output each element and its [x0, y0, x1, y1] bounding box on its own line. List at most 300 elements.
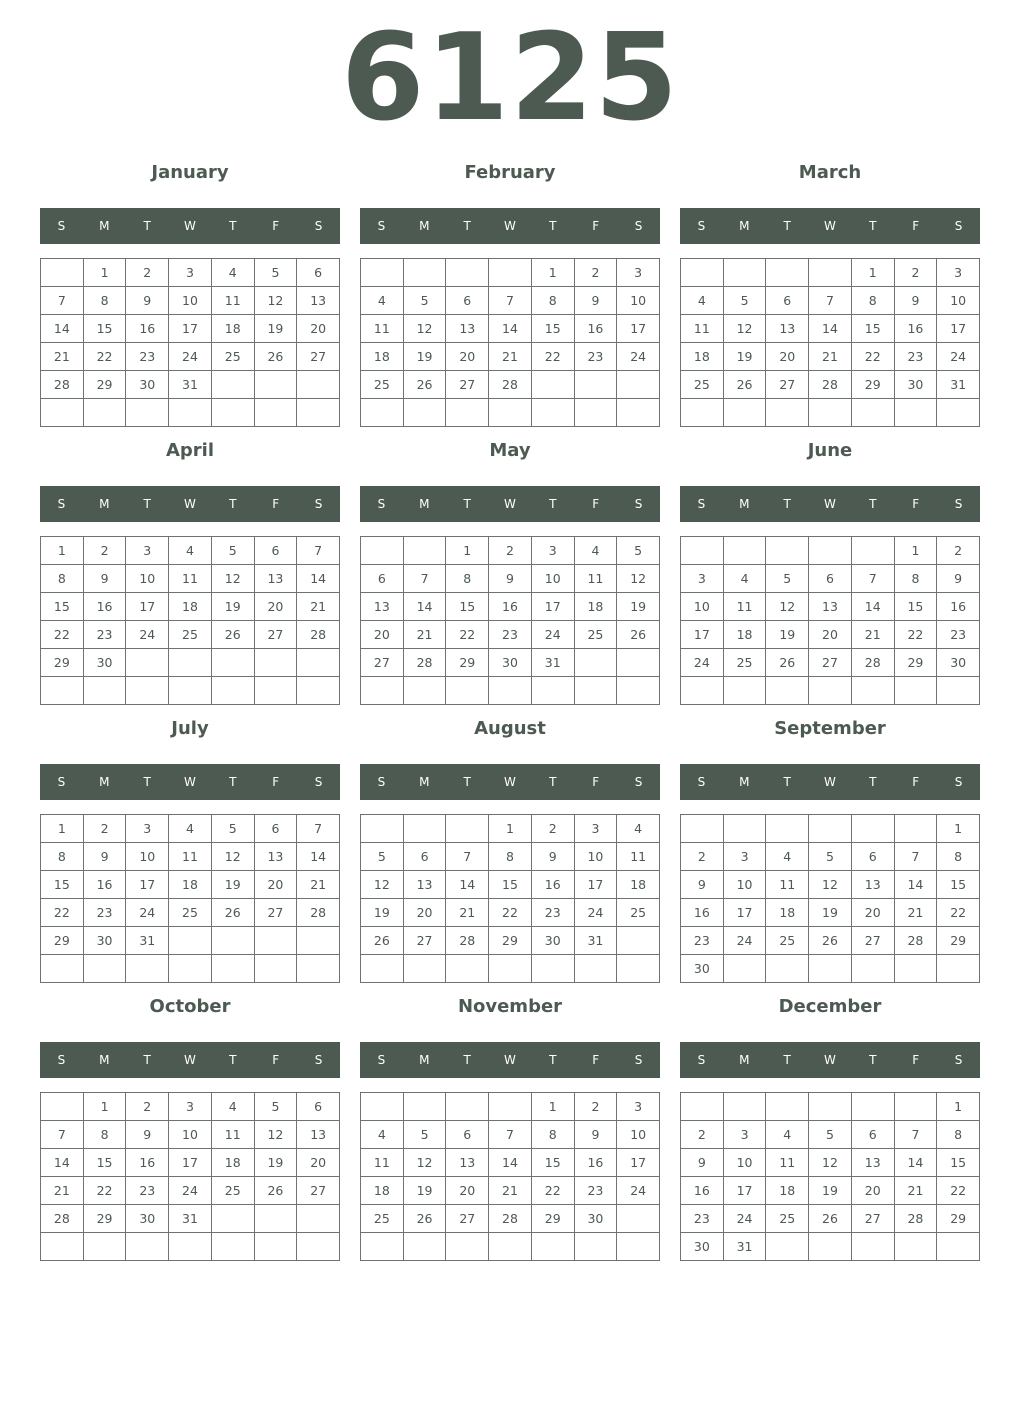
day-cell: 8	[532, 1121, 575, 1149]
day-cell: 20	[297, 315, 340, 343]
day-cell: 24	[617, 343, 660, 371]
day-cell: 7	[446, 843, 489, 871]
month-april	[40, 436, 340, 705]
day-cell: 19	[212, 593, 255, 621]
empty-cell	[255, 955, 298, 983]
weekday-label: F	[272, 219, 280, 233]
day-cell: 16	[575, 315, 618, 343]
day-cell: 28	[297, 621, 340, 649]
day-cell: 29	[84, 371, 127, 399]
day-cell: 14	[41, 1149, 84, 1177]
day-cell: 30	[84, 649, 127, 677]
day-cell: 18	[575, 593, 618, 621]
day-cell: 3	[532, 537, 575, 565]
empty-cell	[724, 815, 767, 843]
day-grid	[360, 536, 660, 705]
day-cell: 6	[255, 537, 298, 565]
day-cell: 6	[446, 1121, 489, 1149]
day-cell: 22	[895, 621, 938, 649]
day-cell: 30	[126, 1205, 169, 1233]
day-cell: 19	[212, 871, 255, 899]
day-cell: 15	[41, 593, 84, 621]
day-cell: 30	[895, 371, 938, 399]
day-cell: 11	[575, 565, 618, 593]
empty-cell	[681, 399, 724, 427]
weekday-label: T	[463, 219, 471, 233]
day-cell: 26	[809, 1205, 852, 1233]
day-cell: 19	[404, 1177, 447, 1205]
day-cell: 22	[84, 1177, 127, 1205]
day-cell: 24	[169, 343, 212, 371]
month-october	[40, 992, 340, 1261]
weekday-label: F	[912, 219, 920, 233]
weekday-label: T	[143, 497, 151, 511]
day-cell: 25	[361, 1205, 404, 1233]
weekday-label: T	[549, 497, 557, 511]
day-cell: 6	[361, 565, 404, 593]
empty-cell	[446, 815, 489, 843]
day-cell: 31	[169, 1205, 212, 1233]
weekday-header	[680, 764, 980, 800]
day-cell: 6	[852, 843, 895, 871]
day-cell: 5	[809, 1121, 852, 1149]
day-cell: 18	[766, 899, 809, 927]
day-cell: 28	[895, 1205, 938, 1233]
day-cell: 17	[617, 315, 660, 343]
empty-cell	[766, 537, 809, 565]
empty-cell	[617, 955, 660, 983]
day-cell: 15	[532, 315, 575, 343]
empty-cell	[212, 927, 255, 955]
day-cell: 17	[169, 315, 212, 343]
day-cell: 26	[212, 621, 255, 649]
weekday-header	[360, 208, 660, 244]
empty-cell	[724, 259, 767, 287]
day-cell: 2	[681, 1121, 724, 1149]
day-cell: 4	[361, 287, 404, 315]
day-cell: 7	[489, 287, 532, 315]
empty-cell	[126, 399, 169, 427]
day-cell: 10	[681, 593, 724, 621]
day-cell: 11	[681, 315, 724, 343]
day-cell: 24	[169, 1177, 212, 1205]
empty-cell	[41, 1093, 84, 1121]
day-cell: 23	[126, 343, 169, 371]
weekday-label: S	[954, 1053, 963, 1067]
day-cell: 1	[937, 1093, 980, 1121]
empty-cell	[489, 399, 532, 427]
month-may	[360, 436, 660, 705]
day-cell: 7	[489, 1121, 532, 1149]
day-cell: 21	[297, 593, 340, 621]
empty-cell	[361, 537, 404, 565]
weekday-header	[40, 208, 340, 244]
empty-cell	[852, 1233, 895, 1261]
day-cell: 18	[212, 1149, 255, 1177]
day-cell: 1	[852, 259, 895, 287]
empty-cell	[809, 677, 852, 705]
day-cell: 3	[724, 843, 767, 871]
day-cell: 29	[446, 649, 489, 677]
weekday-label: S	[57, 1053, 66, 1067]
day-cell: 26	[766, 649, 809, 677]
empty-cell	[361, 677, 404, 705]
weekday-label: S	[954, 775, 963, 789]
weekday-label: F	[592, 1053, 600, 1067]
empty-cell	[361, 1233, 404, 1261]
weekday-label: S	[634, 1053, 643, 1067]
day-cell: 26	[809, 927, 852, 955]
day-cell: 3	[617, 259, 660, 287]
weekday-label: S	[697, 1053, 706, 1067]
weekday-label: T	[783, 219, 791, 233]
empty-cell	[404, 1093, 447, 1121]
day-cell: 12	[809, 871, 852, 899]
weekday-label: S	[377, 1053, 386, 1067]
empty-cell	[212, 399, 255, 427]
empty-cell	[681, 677, 724, 705]
empty-cell	[766, 677, 809, 705]
weekday-label: M	[99, 1053, 110, 1067]
weekday-header	[680, 486, 980, 522]
empty-cell	[126, 677, 169, 705]
day-cell: 15	[937, 871, 980, 899]
day-grid	[360, 1092, 660, 1261]
empty-cell	[937, 1233, 980, 1261]
day-cell: 19	[255, 315, 298, 343]
month-february	[360, 158, 660, 427]
weekday-label: S	[57, 775, 66, 789]
weekday-label: T	[463, 775, 471, 789]
day-cell: 21	[809, 343, 852, 371]
empty-cell	[297, 927, 340, 955]
day-cell: 23	[681, 1205, 724, 1233]
empty-cell	[84, 677, 127, 705]
day-cell: 7	[895, 1121, 938, 1149]
day-cell: 9	[575, 1121, 618, 1149]
empty-cell	[809, 1233, 852, 1261]
day-cell: 13	[255, 843, 298, 871]
day-cell: 19	[809, 1177, 852, 1205]
day-cell: 11	[724, 593, 767, 621]
weekday-label: M	[739, 775, 750, 789]
day-cell: 28	[297, 899, 340, 927]
weekday-label: F	[592, 775, 600, 789]
day-cell: 18	[361, 1177, 404, 1205]
day-cell: 16	[126, 315, 169, 343]
day-cell: 30	[575, 1205, 618, 1233]
empty-cell	[532, 1233, 575, 1261]
empty-cell	[255, 677, 298, 705]
day-cell: 3	[575, 815, 618, 843]
day-cell: 21	[489, 343, 532, 371]
empty-cell	[297, 399, 340, 427]
day-cell: 25	[169, 621, 212, 649]
empty-cell	[41, 955, 84, 983]
empty-cell	[126, 649, 169, 677]
empty-cell	[169, 399, 212, 427]
day-cell: 29	[41, 927, 84, 955]
empty-cell	[766, 955, 809, 983]
empty-cell	[575, 649, 618, 677]
empty-cell	[41, 1233, 84, 1261]
day-cell: 1	[446, 537, 489, 565]
weekday-label: F	[592, 497, 600, 511]
day-cell: 3	[681, 565, 724, 593]
day-cell: 16	[84, 593, 127, 621]
day-cell: 29	[532, 1205, 575, 1233]
day-cell: 13	[809, 593, 852, 621]
day-cell: 18	[361, 343, 404, 371]
day-cell: 25	[766, 1205, 809, 1233]
empty-cell	[852, 1093, 895, 1121]
empty-cell	[809, 1093, 852, 1121]
day-cell: 4	[361, 1121, 404, 1149]
empty-cell	[852, 815, 895, 843]
weekday-label: S	[377, 775, 386, 789]
day-cell: 28	[489, 1205, 532, 1233]
empty-cell	[617, 1205, 660, 1233]
day-cell: 2	[489, 537, 532, 565]
day-cell: 10	[126, 843, 169, 871]
day-cell: 9	[895, 287, 938, 315]
day-cell: 20	[809, 621, 852, 649]
day-grid	[680, 814, 980, 983]
day-cell: 20	[255, 871, 298, 899]
day-cell: 31	[126, 927, 169, 955]
weekday-header	[680, 1042, 980, 1078]
day-cell: 18	[617, 871, 660, 899]
weekday-label: S	[57, 219, 66, 233]
day-cell: 10	[169, 287, 212, 315]
day-cell: 9	[937, 565, 980, 593]
empty-cell	[361, 955, 404, 983]
day-cell: 29	[41, 649, 84, 677]
empty-cell	[255, 1205, 298, 1233]
day-cell: 10	[937, 287, 980, 315]
day-cell: 9	[126, 1121, 169, 1149]
day-cell: 29	[852, 371, 895, 399]
day-cell: 14	[895, 871, 938, 899]
day-cell: 2	[126, 1093, 169, 1121]
day-cell: 25	[575, 621, 618, 649]
day-cell: 26	[255, 1177, 298, 1205]
day-cell: 18	[212, 315, 255, 343]
weekday-label: T	[143, 775, 151, 789]
day-cell: 9	[681, 871, 724, 899]
day-cell: 25	[361, 371, 404, 399]
day-cell: 25	[617, 899, 660, 927]
day-cell: 16	[681, 899, 724, 927]
day-cell: 3	[126, 815, 169, 843]
weekday-label: T	[143, 219, 151, 233]
day-cell: 1	[41, 815, 84, 843]
day-cell: 13	[297, 1121, 340, 1149]
day-cell: 27	[446, 371, 489, 399]
day-cell: 23	[681, 927, 724, 955]
weekday-label: S	[377, 497, 386, 511]
day-cell: 11	[212, 1121, 255, 1149]
empty-cell	[532, 399, 575, 427]
weekday-label: S	[697, 775, 706, 789]
day-cell: 4	[617, 815, 660, 843]
day-cell: 12	[255, 287, 298, 315]
weekday-label: T	[549, 1053, 557, 1067]
day-cell: 20	[766, 343, 809, 371]
day-cell: 5	[212, 537, 255, 565]
day-cell: 2	[575, 1093, 618, 1121]
empty-cell	[895, 815, 938, 843]
day-cell: 8	[852, 287, 895, 315]
day-cell: 14	[489, 315, 532, 343]
day-cell: 17	[724, 1177, 767, 1205]
day-cell: 13	[446, 315, 489, 343]
weekday-label: T	[869, 775, 877, 789]
day-cell: 13	[361, 593, 404, 621]
day-cell: 10	[575, 843, 618, 871]
day-cell: 25	[212, 1177, 255, 1205]
empty-cell	[446, 1233, 489, 1261]
empty-cell	[255, 649, 298, 677]
weekday-label: F	[272, 1053, 280, 1067]
empty-cell	[126, 1233, 169, 1261]
weekday-label: T	[229, 1053, 237, 1067]
day-cell: 21	[489, 1177, 532, 1205]
day-cell: 6	[766, 287, 809, 315]
month-title: June	[807, 440, 853, 461]
empty-cell	[852, 537, 895, 565]
empty-cell	[617, 399, 660, 427]
day-cell: 16	[126, 1149, 169, 1177]
weekday-header	[680, 208, 980, 244]
day-cell: 13	[446, 1149, 489, 1177]
day-cell: 19	[404, 343, 447, 371]
empty-cell	[212, 371, 255, 399]
day-cell: 23	[895, 343, 938, 371]
day-cell: 10	[532, 565, 575, 593]
day-cell: 4	[212, 259, 255, 287]
empty-cell	[84, 399, 127, 427]
empty-cell	[404, 259, 447, 287]
day-cell: 8	[532, 287, 575, 315]
day-cell: 18	[766, 1177, 809, 1205]
day-cell: 29	[937, 1205, 980, 1233]
weekday-label: S	[697, 497, 706, 511]
weekday-label: M	[419, 775, 430, 789]
day-cell: 11	[169, 565, 212, 593]
weekday-label: S	[634, 219, 643, 233]
empty-cell	[895, 955, 938, 983]
day-cell: 8	[895, 565, 938, 593]
empty-cell	[852, 955, 895, 983]
day-cell: 26	[212, 899, 255, 927]
day-cell: 12	[766, 593, 809, 621]
day-cell: 24	[681, 649, 724, 677]
weekday-label: F	[912, 1053, 920, 1067]
day-cell: 26	[404, 371, 447, 399]
day-cell: 20	[255, 593, 298, 621]
empty-cell	[361, 399, 404, 427]
day-cell: 12	[361, 871, 404, 899]
day-cell: 10	[169, 1121, 212, 1149]
weekday-label: M	[739, 1053, 750, 1067]
day-cell: 23	[84, 899, 127, 927]
day-cell: 9	[681, 1149, 724, 1177]
empty-cell	[255, 371, 298, 399]
day-cell: 26	[361, 927, 404, 955]
empty-cell	[937, 955, 980, 983]
day-cell: 31	[724, 1233, 767, 1261]
empty-cell	[212, 649, 255, 677]
day-cell: 8	[84, 287, 127, 315]
empty-cell	[681, 815, 724, 843]
day-cell: 4	[681, 287, 724, 315]
weekday-label: M	[99, 497, 110, 511]
empty-cell	[724, 537, 767, 565]
day-cell: 28	[895, 927, 938, 955]
weekday-label: S	[314, 497, 323, 511]
empty-cell	[575, 677, 618, 705]
day-cell: 19	[724, 343, 767, 371]
empty-cell	[404, 399, 447, 427]
empty-cell	[41, 399, 84, 427]
empty-cell	[212, 1205, 255, 1233]
month-june	[680, 436, 980, 705]
day-cell: 7	[297, 537, 340, 565]
weekday-label: W	[184, 1053, 196, 1067]
day-cell: 9	[489, 565, 532, 593]
weekday-label: W	[504, 219, 516, 233]
empty-cell	[297, 677, 340, 705]
year-title: 6125	[341, 9, 679, 148]
day-cell: 9	[126, 287, 169, 315]
day-cell: 11	[617, 843, 660, 871]
day-cell: 30	[126, 371, 169, 399]
empty-cell	[84, 1233, 127, 1261]
day-cell: 1	[937, 815, 980, 843]
day-cell: 17	[937, 315, 980, 343]
day-cell: 28	[852, 649, 895, 677]
day-cell: 11	[766, 1149, 809, 1177]
empty-cell	[809, 399, 852, 427]
day-cell: 20	[361, 621, 404, 649]
day-cell: 11	[212, 287, 255, 315]
day-cell: 9	[84, 565, 127, 593]
day-cell: 30	[489, 649, 532, 677]
day-cell: 20	[852, 899, 895, 927]
day-cell: 16	[532, 871, 575, 899]
day-cell: 3	[937, 259, 980, 287]
day-cell: 30	[532, 927, 575, 955]
day-cell: 14	[297, 843, 340, 871]
day-cell: 18	[169, 593, 212, 621]
day-cell: 17	[617, 1149, 660, 1177]
empty-cell	[446, 399, 489, 427]
day-cell: 19	[766, 621, 809, 649]
empty-cell	[404, 815, 447, 843]
day-grid	[680, 1092, 980, 1261]
empty-cell	[895, 1093, 938, 1121]
day-cell: 13	[766, 315, 809, 343]
day-cell: 23	[532, 899, 575, 927]
weekday-label: S	[634, 775, 643, 789]
day-cell: 23	[84, 621, 127, 649]
weekday-label: T	[869, 1053, 877, 1067]
day-cell: 16	[681, 1177, 724, 1205]
day-cell: 8	[84, 1121, 127, 1149]
day-cell: 29	[489, 927, 532, 955]
day-cell: 19	[809, 899, 852, 927]
